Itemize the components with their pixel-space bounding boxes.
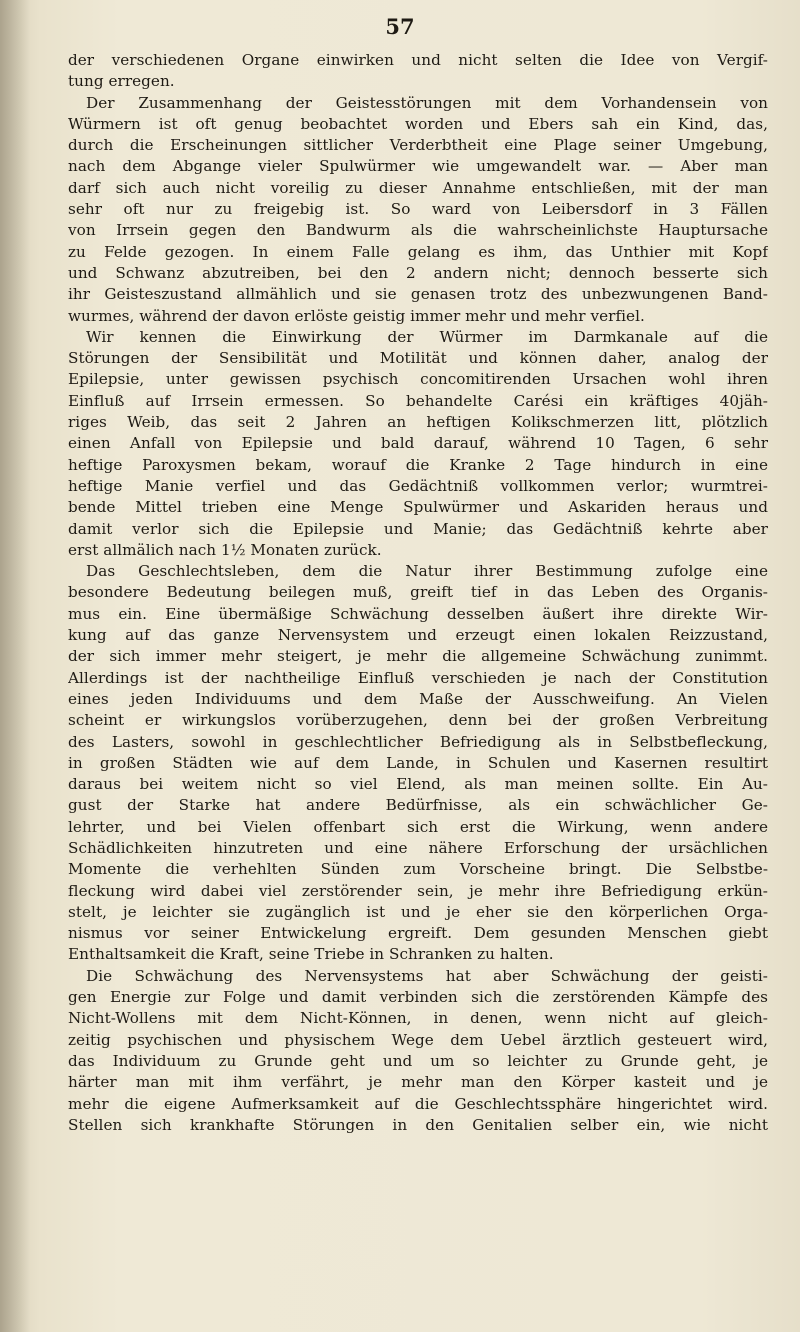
text-line: bende Mittel trieben eine Menge Spulwürmer und Askariden heraus und xyxy=(68,498,768,517)
text-line: Der Zusammenhang der Geistesstörungen mit dem Vorhandensein von xyxy=(86,93,768,112)
text-line: nismus vor seiner Entwickelung ergreift. Dem gesunden Menschen giebt xyxy=(68,924,768,943)
text-line: von Irrsein gegen den Bandwurm als die wahrscheinlichste Hauptursache xyxy=(68,221,768,240)
text-line: darf sich auch nicht voreilig zu dieser Annahme entschließen, mit der man xyxy=(68,178,768,197)
text-line: fleckung wird dabei viel zerstörender sein, je mehr ihre Befriedigung erkün- xyxy=(68,881,768,900)
text-line: in großen Städten wie auf dem Lande, in Schulen und Kasernen resultirt xyxy=(68,753,768,772)
text-line: Nicht-Wollens mit dem Nicht-Können, in denen, wenn nicht auf gleich- xyxy=(68,1009,768,1028)
text-line: gust der Starke hat andere Bedürfnisse, als ein schwächlicher Ge- xyxy=(68,796,768,815)
text-line: Würmern ist oft genug beobachtet worden und Ebers sah ein Kind, das, xyxy=(68,114,768,133)
text-line: zu Felde gezogen. In einem Falle gelang es ihm, das Unthier mit Kopf xyxy=(68,242,768,261)
text-line: Störungen der Sensibilität und Motilität und können daher, analog der xyxy=(68,349,768,368)
text-line: Allerdings ist der nachtheilige Einfluß verschieden je nach der Constitution xyxy=(68,668,768,687)
text-line: wurmes, während der davon erlöste geistig immer mehr und mehr verfiel. xyxy=(68,306,645,325)
text-line: zeitig psychischen und physischem Wege dem Uebel ärztlich gesteuert wird, xyxy=(68,1030,768,1049)
text-line: Enthaltsamkeit die Kraft, seine Triebe in Schranken zu halten. xyxy=(68,945,554,964)
text-line: und Schwanz abzutreiben, bei den 2 andern nicht; dennoch besserte sich xyxy=(68,263,768,282)
text-line: scheint er wirkungslos vorüberzugehen, denn bei der großen Verbreitung xyxy=(68,711,768,730)
text-line: heftige Manie verfiel und das Gedächtniß vollkommen verlor; wurmtrei- xyxy=(68,476,768,495)
text-line: sehr oft nur zu freigebig ist. So ward von Leibersdorf in 3 Fällen xyxy=(68,200,768,219)
text-line: des Lasters, sowohl in geschlechtlicher Befriedigung als in Selbstbefleckung, xyxy=(68,732,768,751)
body-text xyxy=(68,50,768,1136)
text-line: besondere Bedeutung beilegen muß, greift tief in das Leben des Organis- xyxy=(68,583,768,602)
text-line: Das Geschlechtsleben, dem die Natur ihrer Bestimmung zufolge eine xyxy=(86,562,768,581)
text-line: einen Anfall von Epilepsie und bald darauf, während 10 Tagen, 6 sehr xyxy=(68,434,768,453)
text-line: härter man mit ihm verfährt, je mehr man den Körper kasteit und je xyxy=(68,1073,768,1092)
page-number: 57 xyxy=(385,14,415,39)
text-line: das Individuum zu Grunde geht und um so leichter zu Grunde geht, je xyxy=(68,1051,768,1070)
gutter-shadow xyxy=(0,0,30,1332)
text-line: Stellen sich krankhafte Störungen in den Genitalien selber ein, wie nicht xyxy=(68,1115,768,1134)
text-line: mehr die eigene Aufmerksamkeit auf die Geschlechtssphäre hingerichtet wird. xyxy=(68,1094,768,1113)
text-line: gen Energie zur Folge und damit verbinden sich die zerstörenden Kämpfe des xyxy=(68,988,768,1007)
text-line: kung auf das ganze Nervensystem und erzeugt einen lokalen Reizzustand, xyxy=(68,626,768,645)
text-line: Epilepsie, unter gewissen psychisch concomitirenden Ursachen wohl ihren xyxy=(68,370,768,389)
text-line: lehrter, und bei Vielen offenbart sich erst die Wirkung, wenn andere xyxy=(68,817,768,836)
text-line: erst allmälich nach 1½ Monaten zurück. xyxy=(68,540,382,559)
text-line: Einfluß auf Irrsein ermessen. So behandelte Carési ein kräftiges 40jäh- xyxy=(68,391,768,410)
text-line: Die Schwächung des Nervensystems hat aber Schwächung der geisti- xyxy=(86,966,768,985)
text-line: der sich immer mehr steigert, je mehr die allgemeine Schwächung zunimmt. xyxy=(68,647,768,666)
text-line: eines jeden Individuums und dem Maße der Ausschweifung. An Vielen xyxy=(68,689,768,708)
text-line: der verschiedenen Organe einwirken und nicht selten die Idee von Vergif- xyxy=(68,51,768,69)
text-line: mus ein. Eine übermäßige Schwächung desselben äußert ihre direkte Wir- xyxy=(68,604,768,623)
text-line: stelt, je leichter sie zugänglich ist und je eher sie den körperlichen Orga- xyxy=(68,902,768,921)
text-line: ihr Geisteszustand allmählich und sie genasen trotz des unbezwungenen Band- xyxy=(68,285,768,304)
text-line: riges Weib, das seit 2 Jahren an heftigen Kolikschmerzen litt, plötzlich xyxy=(68,413,768,432)
text-line: damit verlor sich die Epilepsie und Manie; das Gedächtniß kehrte aber xyxy=(68,519,768,538)
text-line: Momente die verhehlten Sünden zum Vorscheine bringt. Die Selbstbe- xyxy=(68,860,768,879)
text-line: Wir kennen die Einwirkung der Würmer im Darmkanale auf die xyxy=(86,327,768,346)
text-line: tung erregen. xyxy=(68,72,175,91)
text-line: durch die Erscheinungen sittlicher Verderbtheit eine Plage seiner Umgebung, xyxy=(68,136,768,155)
text-line: nach dem Abgange vieler Spulwürmer wie umgewandelt war. — Aber man xyxy=(68,157,768,176)
text-line: heftige Paroxysmen bekam, worauf die Kranke 2 Tage hindurch in eine xyxy=(68,455,768,474)
text-line: daraus bei weitem nicht so viel Elend, als man meinen sollte. Ein Au- xyxy=(68,775,768,794)
text-line: Schädlichkeiten hinzutreten und eine nähere Erforschung der ursächlichen xyxy=(68,838,768,857)
